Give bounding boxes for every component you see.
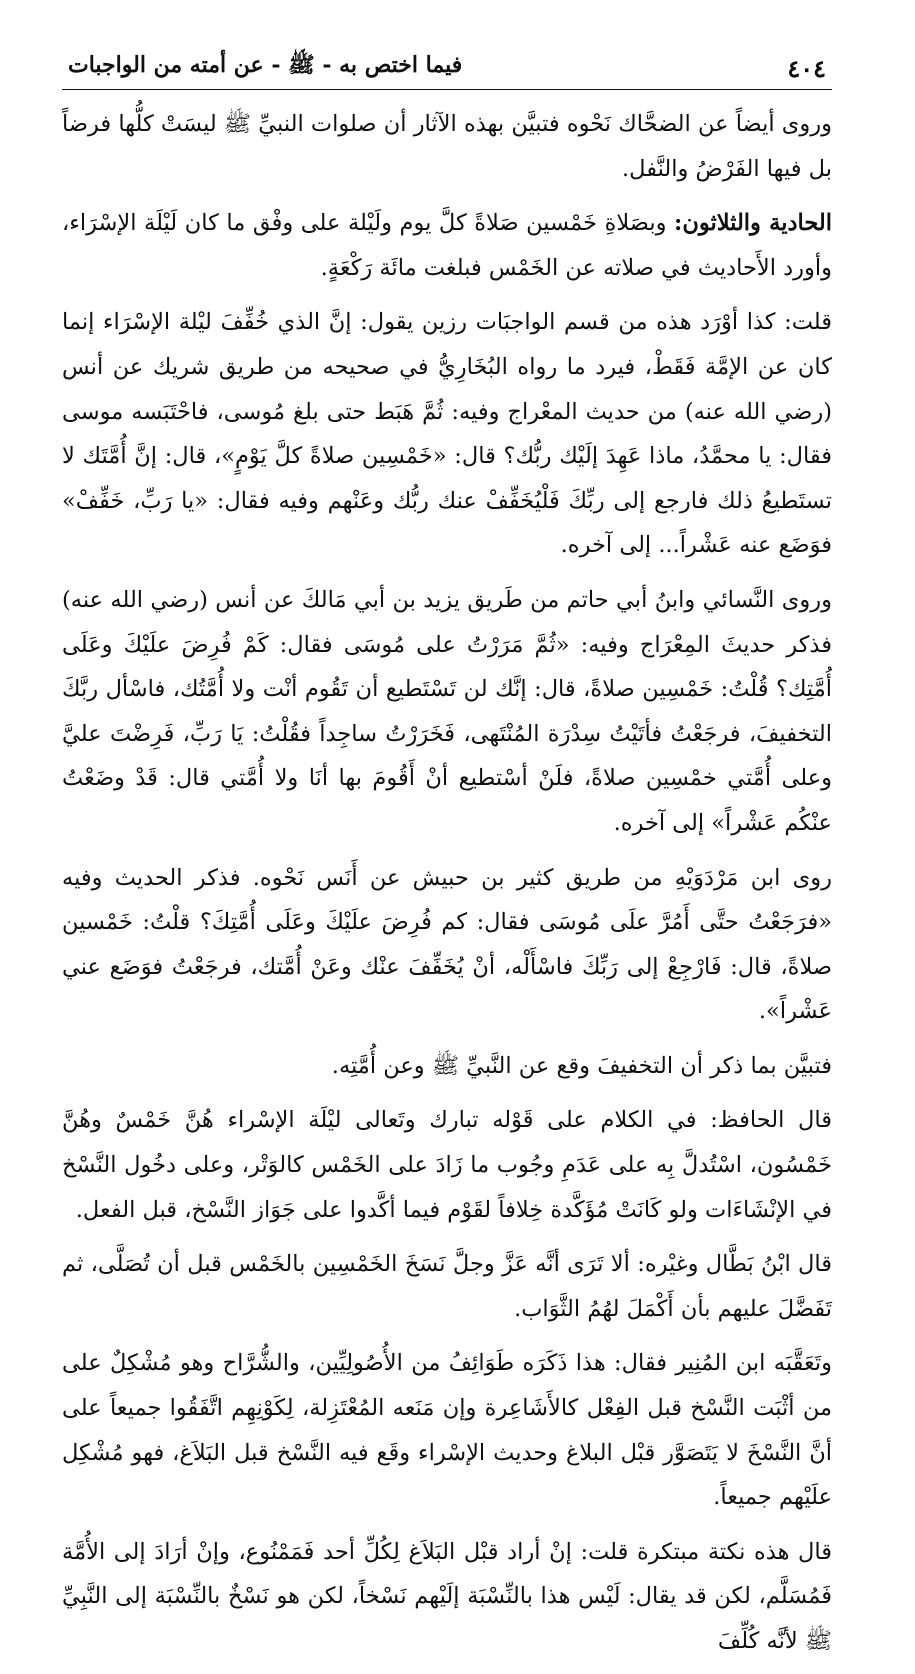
running-title: فيما اختص به - ﷺ - عن أمته من الواجبات bbox=[68, 52, 463, 78]
paragraph bbox=[62, 1341, 832, 1519]
paragraph-lead: الحادية والثلاثون: bbox=[674, 210, 832, 237]
paragraph-text: وروى النَّسائي وابنُ أبي حاتم من طَريق يزيد بن أبي مَالكَ عن أنس (رضي الله عنه) فذكر حديثَ المِعْرَاج وفيه: «ثُمَّ مَرَرْتُ على مُوسَى فقال: كَمْ فُرِضَ علَيْكَ وعَلَى أُمَّتِك؟ قُلْتُ: خَمْسِين صلاةً، قال: إنَّك لن تَسْتَطيع أن تَقُوم أنْت ولا أُمَّتُك، فاسْأل ربَّكَ التخفيفَ، فرجَعْتُ فأتَيْتُ سِدْرَة المُنْتَهى، فَخَرَرْتُ ساجِداً فقُلْتُ: يَا رَبِّ، فَرِضْتَ عليَّ وعلى أُمَّتي خمْسِين صلاةً، فلَنْ أسْتطيع أنْ أَقُومَ بها أنَا ولا أُمَّتي قال: قَدْ وضَعْتُ عنْكُم عَشْراً» إلى آخره. bbox=[62, 586, 832, 836]
paragraph bbox=[62, 1530, 832, 1664]
paragraph bbox=[62, 578, 832, 846]
paragraph-text: وروى أيضاً عن الضحَّاك نَحْوه فتبيَّن بهذه الآثار أن صلوات النبيِّ ﷺ ليسَتْ كلُّها فرضاً بل فيها الفَرْضُ والنَّفل. bbox=[62, 111, 832, 182]
page-number: ٤٠٤ bbox=[787, 54, 826, 83]
paragraph bbox=[62, 1242, 832, 1331]
page-body bbox=[62, 102, 832, 1664]
paragraph-text: قلت: كذا أوْرَد هذه من قسم الواجبَات رزين يقول: إنَّ الذي خُفِّفَ ليْلة الإسْرَاء إنما كان عن الإمَّة فَقَطْ، فيرد ما رواه البُخَارِيُّ في صحيحه من طريق شريك عن أنس (رضي الله عنه) من حديث المعْراج وفيه: ثُمَّ هَبَط حتى بلغ مُوسى، فاحْتَبَسه موسى فقال: يا محمَّدُ، ماذا عَهِدَ إلَيْك ربُّك؟ قال: «خَمْسِين صلاةً كلَّ يَوْمٍ»، قال: إنَّ أُمَّتَك لا تستَطيعُ ذلك فارجع إلى ربِّكَ فَلْيُخَفِّفْ عنك ربُّك وعَنْهم وفيه فقال: «يا رَبِّ، خَفِّفْ» فوَضَع عنه عَشْراً... إلى آخره. bbox=[62, 309, 832, 559]
paragraph-text: فتبيَّن بما ذكر أن التخفيفَ وقع عن النَّبيِّ ﷺ وعن أُمَّتِه. bbox=[331, 1052, 832, 1079]
paragraph bbox=[62, 102, 832, 191]
paragraph bbox=[62, 300, 832, 568]
paragraph bbox=[62, 1044, 832, 1089]
page-header bbox=[62, 50, 832, 90]
paragraph-text: وتَعَقَّبَه ابن المُنِير فقال: هذا ذَكَرَه طَوَائِفُ من الأُصُولِيِّين، والشُّرَّاح وهو مُشْكِلٌ على من أثْبَت النَّسْخ قبل الفِعْل كالأَشَاعِرة وإن مَنَعه المُعْتَزِلة، لِكَوْنِهِم اتَّفَقُوا جميعاً على أنَّ النَّسْخَ لا يَتَصَوَّر قبْل البلاغ وحديث الإسْراء وقَع فيه النَّسْخ قبل البَلاَغ، فهو مُشْكِل علَيْهم جميعاً. bbox=[62, 1350, 832, 1511]
paragraph-text: وبصَلاةِ خَمْسين صَلاةً كلَّ يوم ولَيْلة على وفْق ما كان لَيْلَة الإسْرَاء، وأورد الأَحاديث في صلاته عن الخَمْس فبلغت مائَة رَكْعَةٍ. bbox=[62, 210, 832, 281]
paragraph-text: قال ابْنُ بَطَّال وغيْره: ألا تَرَى أنَّه عَزَّ وجلَّ نَسَخَ الخَمْسِين بالخَمْس قبل أن تُصَلَّى، ثم تَفَضَّلَ عليهم بأن أَكْمَلَ لهُمُ الثَّوَاب. bbox=[62, 1251, 832, 1322]
paragraph-text: قال هذه نكتة مبتكرة قلت: إنْ أراد قبْل البَلاَغ لِكُلِّ أحد فَمَمْنُوع، وإنْ أرَادَ إلى الأُمَّة فَمُسَلَّم، لكن قد يقال: لَيْس هذا بالنِّسْبَة إلَيْهم نَسْخاً، لكن هو نَسْخٌ بالنِّسْبَة إلى النَّبِيِّ ﷺ لأنَّه كُلِّفَ bbox=[62, 1538, 832, 1654]
book-page bbox=[62, 50, 832, 1674]
paragraph bbox=[62, 856, 832, 1034]
paragraph-text: قال الحافظ: في الكلام على قَوْله تبارك وتَعالى ليْلَة الإسْراء هُنَّ خَمْسٌ وهُنَّ خَمْسُون، اسْتُدلَّ بِه على عَدَمِ وجُوب ما زَادَ على الخَمْس كالوَتْر، وعلى دخُول النَّسْخ في الإنْشَاءَات ولو كَانَتْ مُؤَكَّدة خِلافاً لقَوْم فيما أكَّدوا على جَوَاز النَّسْخ، قبل الفعل. bbox=[62, 1107, 832, 1223]
paragraph bbox=[62, 201, 832, 290]
paragraph bbox=[62, 1098, 832, 1232]
paragraph-text: روى ابن مَرْدَوَيْهِ من طريق كثير بن حبيش عن أَنَس نَحْوه. فذكر الحديث وفيه «فرَجَعْتُ حتَّى أَمُرَّ علَى مُوسَى فقال: كم فُرِضَ علَيْكَ وعَلَى أُمَّتِكَ؟ قلْتُ: خَمْسين صلاةً، قال: فَارْجِعْ إلى رَبِّكَ فاسْأَلْه، أنْ يُخَفِّفَ عنْك وعَنْ أُمَّتك، فرجَعْتُ فوَضَع عني عَشْراً». bbox=[62, 864, 832, 1025]
